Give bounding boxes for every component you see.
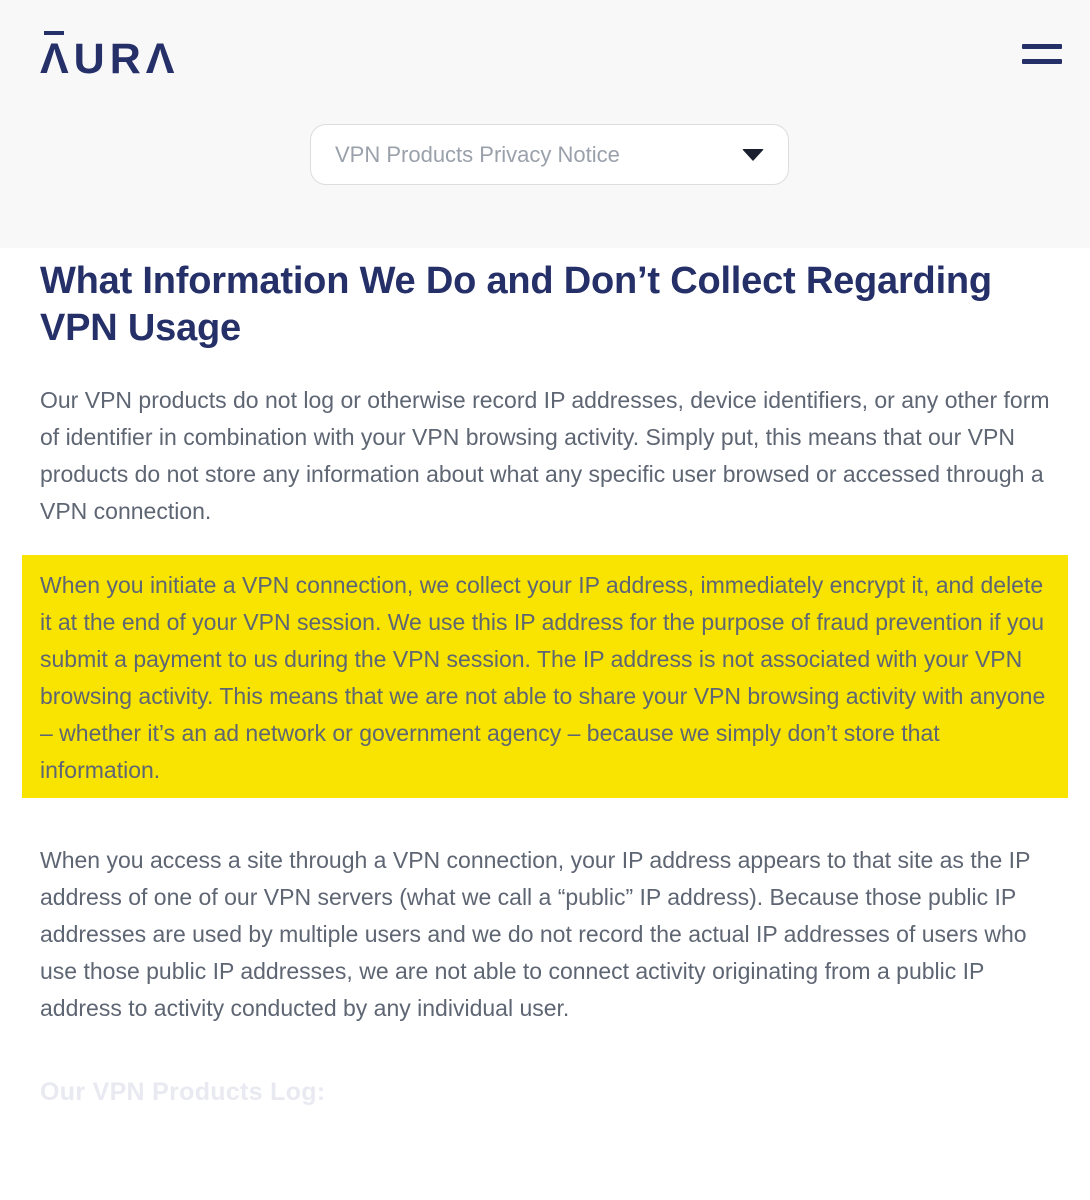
next-section-heading: Our VPN Products Log: (40, 1078, 326, 1106)
page-title: What Information We Do and Don’t Collect Regarding VPN Usage (40, 260, 992, 349)
logo-text: ΛURΛ (40, 35, 180, 83)
paragraph-public-ip: When you access a site through a VPN connection, your IP address appears to that site as the IP address of one of our VPN servers (what we call a “public” IP address). Because those public IP addresses are used by multiple users and we do not record the actual IP addresses of users who use those public IP addresses, we are not able to connect activity originating from a public IP address to activity conducted by any individual user. (40, 847, 1030, 1021)
article-content (0, 258, 1090, 1108)
site-header (0, 0, 1090, 248)
logo-macron-bar (44, 31, 64, 35)
policy-selector-dropdown[interactable] (310, 124, 789, 185)
highlighted-paragraph: When you initiate a VPN connection, we collect your IP address, immediately encrypt it, and delete it at the end of your VPN session. We use this IP address for the purpose of fraud prevention if you submit a payment to us during the VPN session. The IP address is not associated with your VPN browsing activity. This means that we are not able to share your VPN browsing activity with anyone – whether it’s an ad network or government agency – because we simply don’t store that information. (40, 572, 1046, 783)
menu-button[interactable] (1022, 44, 1062, 65)
aura-logo[interactable] (40, 35, 180, 83)
highlighted-paragraph-block (22, 555, 1068, 798)
chevron-down-icon (742, 149, 764, 161)
paragraph-intro: Our VPN products do not log or otherwise record IP addresses, device identifiers, or any other form of identifier in combination with your VPN browsing activity. Simply put, this means that our VPN products do not store any information about what any specific user browsed or accessed through a VPN connection. (40, 387, 1050, 524)
policy-selector-value: VPN Products Privacy Notice (335, 141, 620, 167)
hamburger-menu-icon (1022, 44, 1062, 49)
hamburger-menu-icon (1022, 59, 1062, 64)
